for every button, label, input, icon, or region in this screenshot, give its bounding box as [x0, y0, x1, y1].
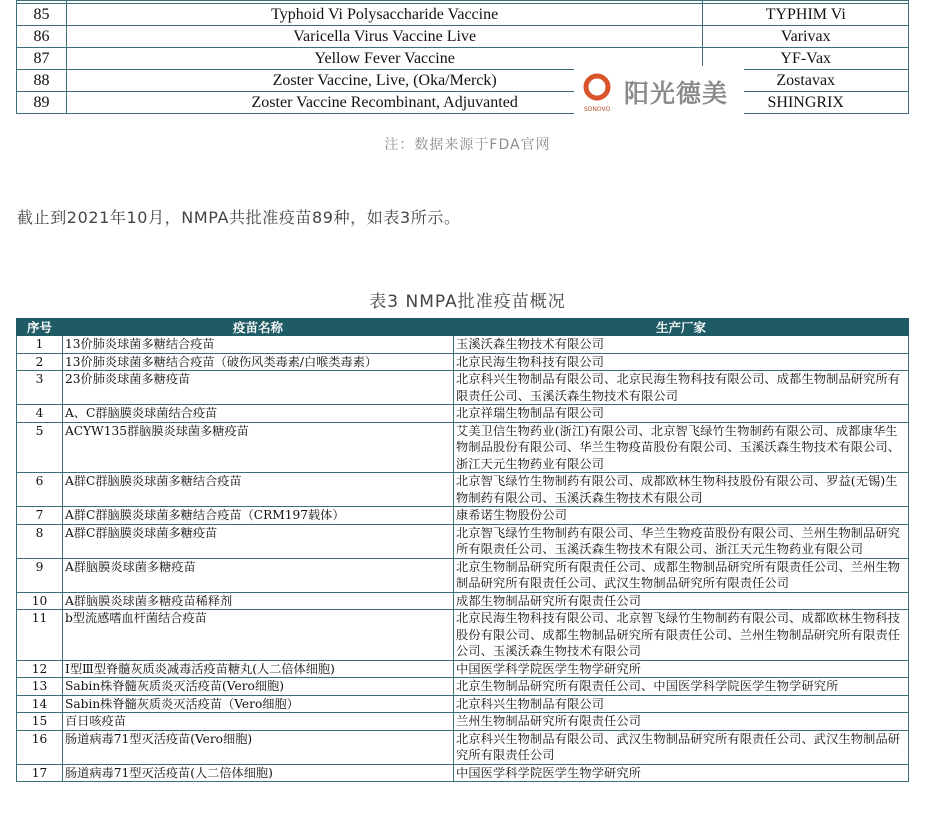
fda-cell-num: 86 [17, 26, 67, 48]
cell-vaccine-name: 肠道病毒71型灭活疫苗(人二倍体细胞) [63, 764, 454, 782]
cell-manufacturer: 北京生物制品研究所有限责任公司、成都生物制品研究所有限责任公司、兰州生物制品研究所有限责任公司、武汉生物制品研究所有限责任公司 [454, 558, 909, 592]
fda-table-row [17, 70, 909, 92]
cell-num: 17 [17, 764, 63, 782]
table-row [17, 764, 909, 782]
sun-ring-icon [580, 70, 614, 104]
cell-vaccine-name: Sabin株脊髓灰质炎灭活疫苗（Vero细胞） [63, 695, 454, 713]
cell-manufacturer: 北京智飞绿竹生物制药有限公司、成都欧林生物科技股份有限公司、罗益(无锡)生物制药有限公司、玉溪沃森生物技术有限公司 [454, 473, 909, 507]
header-maker: 生产厂家 [454, 319, 909, 336]
cell-vaccine-name: A群C群脑膜炎球菌多糖结合疫苗（CRM197载体） [63, 507, 454, 525]
table-row [17, 660, 909, 678]
fda-table-row [17, 4, 909, 26]
cell-num: 12 [17, 660, 63, 678]
cell-manufacturer: 北京生物制品研究所有限责任公司、中国医学科学院医学生物学研究所 [454, 678, 909, 696]
cell-vaccine-name: Ⅰ型Ⅲ型脊髓灰质炎减毒活疫苗糖丸(人二倍体细胞) [63, 660, 454, 678]
fda-table-row [17, 26, 909, 48]
table-row [17, 678, 909, 696]
nmpa-table-body [17, 336, 909, 782]
cell-vaccine-name: ACYW135群脑膜炎球菌多糖疫苗 [63, 422, 454, 473]
cell-vaccine-name: A群C群脑膜炎球菌多糖疫苗 [63, 524, 454, 558]
fda-vaccine-table [16, 0, 909, 114]
cell-num: 14 [17, 695, 63, 713]
table-row [17, 558, 909, 592]
table-row [17, 524, 909, 558]
cell-manufacturer: 北京科兴生物制品有限公司、武汉生物制品研究所有限责任公司、武汉生物制品研究所有限责任公司 [454, 730, 909, 764]
cell-manufacturer: 北京民海生物科技有限公司、北京智飞绿竹生物制药有限公司、成都欧林生物科技股份有限公司、成都生物制品研究所有限责任公司、兰州生物制品研究所有限责任公司、玉溪沃森生物技术有限公司 [454, 610, 909, 661]
watermark [574, 66, 744, 118]
cell-manufacturer: 北京民海生物科技有限公司 [454, 353, 909, 371]
cell-manufacturer: 康希诺生物股份公司 [454, 507, 909, 525]
table-row [17, 405, 909, 423]
table-row [17, 507, 909, 525]
cell-manufacturer: 北京科兴生物制品有限公司 [454, 695, 909, 713]
fda-cell-brand: SHINGRIX [703, 92, 909, 114]
header-row [17, 319, 909, 336]
cell-vaccine-name: 肠道病毒71型灭活疫苗(Vero细胞) [63, 730, 454, 764]
cell-vaccine-name: 23价肺炎球菌多糖疫苗 [63, 371, 454, 405]
cell-vaccine-name: Sabin株脊髓灰质炎灭活疫苗(Vero细胞) [63, 678, 454, 696]
fda-cell-name: Zoster Vaccine Recombinant, Adjuvanted [66, 92, 703, 114]
fda-table [16, 0, 909, 114]
watermark-logo-caption: SONOVO [583, 106, 611, 113]
fda-cell-num: 85 [17, 4, 67, 26]
cell-num: 13 [17, 678, 63, 696]
fda-cell-num: 87 [17, 48, 67, 70]
cell-manufacturer: 兰州生物制品研究所有限责任公司 [454, 713, 909, 731]
cell-num: 10 [17, 592, 63, 610]
cell-vaccine-name: A、C群脑膜炎球菌结合疫苗 [63, 405, 454, 423]
cell-manufacturer: 北京科兴生物制品有限公司、北京民海生物科技有限公司、成都生物制品研究所有限责任公司、玉溪沃森生物技术有限公司 [454, 371, 909, 405]
cell-num: 15 [17, 713, 63, 731]
table-row [17, 353, 909, 371]
sonovo-logo-icon [574, 66, 620, 118]
cell-vaccine-name: b型流感嗜血杆菌结合疫苗 [63, 610, 454, 661]
table-row [17, 713, 909, 731]
fda-cell-name: Varicella Virus Vaccine Live [66, 26, 703, 48]
cell-vaccine-name: 13价肺炎球菌多糖结合疫苗（破伤风类毒素/白喉类毒素） [63, 353, 454, 371]
header-name: 疫苗名称 [63, 319, 454, 336]
table-row [17, 473, 909, 507]
cell-num: 5 [17, 422, 63, 473]
fda-cell-num: 88 [17, 70, 67, 92]
table-row [17, 730, 909, 764]
cell-vaccine-name: 13价肺炎球菌多糖结合疫苗 [63, 336, 454, 354]
cell-manufacturer: 中国医学科学院医学生物学研究所 [454, 764, 909, 782]
table-row [17, 336, 909, 354]
cell-num: 8 [17, 524, 63, 558]
fda-table-row [17, 92, 909, 114]
table-row [17, 610, 909, 661]
fda-cell-name: Yellow Fever Vaccine [66, 48, 703, 70]
table-row [17, 422, 909, 473]
fda-table-row [17, 48, 909, 70]
table3-title: 表3 NMPA批准疫苗概况 [369, 292, 566, 312]
nmpa-table [16, 318, 909, 782]
fda-cell-brand: Varivax [703, 26, 909, 48]
source-note: 注：数据来源于FDA官网 [384, 137, 551, 153]
cell-num: 11 [17, 610, 63, 661]
cell-num: 6 [17, 473, 63, 507]
cell-vaccine-name: A群C群脑膜炎球菌多糖结合疫苗 [63, 473, 454, 507]
fda-cell-name: Zoster Vaccine, Live, (Oka/Merck) [66, 70, 703, 92]
table-row [17, 371, 909, 405]
cell-manufacturer: 艾美卫信生物药业(浙江)有限公司、北京智飞绿竹生物制药有限公司、成都康华生物制品股份有限公司、华兰生物疫苗股份有限公司、玉溪沃森生物技术有限公司、浙江天元生物药业有限公司 [454, 422, 909, 473]
watermark-text: 阳光德美 [624, 79, 729, 108]
table-row [17, 592, 909, 610]
table-row [17, 695, 909, 713]
body-paragraph: 截止到2021年10月，NMPA共批准疫苗89种，如表3所示。 [17, 208, 461, 227]
fda-cell-brand: Zostavax [703, 70, 909, 92]
cell-num: 9 [17, 558, 63, 592]
fda-cell-name: Typhoid Vi Polysaccharide Vaccine [66, 4, 703, 26]
fda-cell-num: 89 [17, 92, 67, 114]
cell-num: 7 [17, 507, 63, 525]
cell-manufacturer: 北京智飞绿竹生物制药有限公司、华兰生物疫苗股份有限公司、兰州生物制品研究所有限责任公司、玉溪沃森生物技术有限公司、浙江天元生物药业有限公司 [454, 524, 909, 558]
nmpa-vaccine-table [16, 318, 909, 782]
cell-num: 16 [17, 730, 63, 764]
cell-vaccine-name: A群脑膜炎球菌多糖疫苗 [63, 558, 454, 592]
cell-vaccine-name: 百日咳疫苗 [63, 713, 454, 731]
cell-manufacturer: 玉溪沃森生物技术有限公司 [454, 336, 909, 354]
fda-table-body [17, 1, 909, 114]
cell-num: 1 [17, 336, 63, 354]
cell-manufacturer: 中国医学科学院医学生物学研究所 [454, 660, 909, 678]
cell-vaccine-name: A群脑膜炎球菌多糖疫苗稀释剂 [63, 592, 454, 610]
cell-manufacturer: 北京祥瑞生物制品有限公司 [454, 405, 909, 423]
cell-manufacturer: 成都生物制品研究所有限责任公司 [454, 592, 909, 610]
fda-cell-brand: YF-Vax [703, 48, 909, 70]
cell-num: 2 [17, 353, 63, 371]
nmpa-table-header [17, 319, 909, 336]
cell-num: 3 [17, 371, 63, 405]
fda-cell-brand: TYPHIM Vi [703, 4, 909, 26]
cell-num: 4 [17, 405, 63, 423]
header-num: 序号 [17, 319, 63, 336]
